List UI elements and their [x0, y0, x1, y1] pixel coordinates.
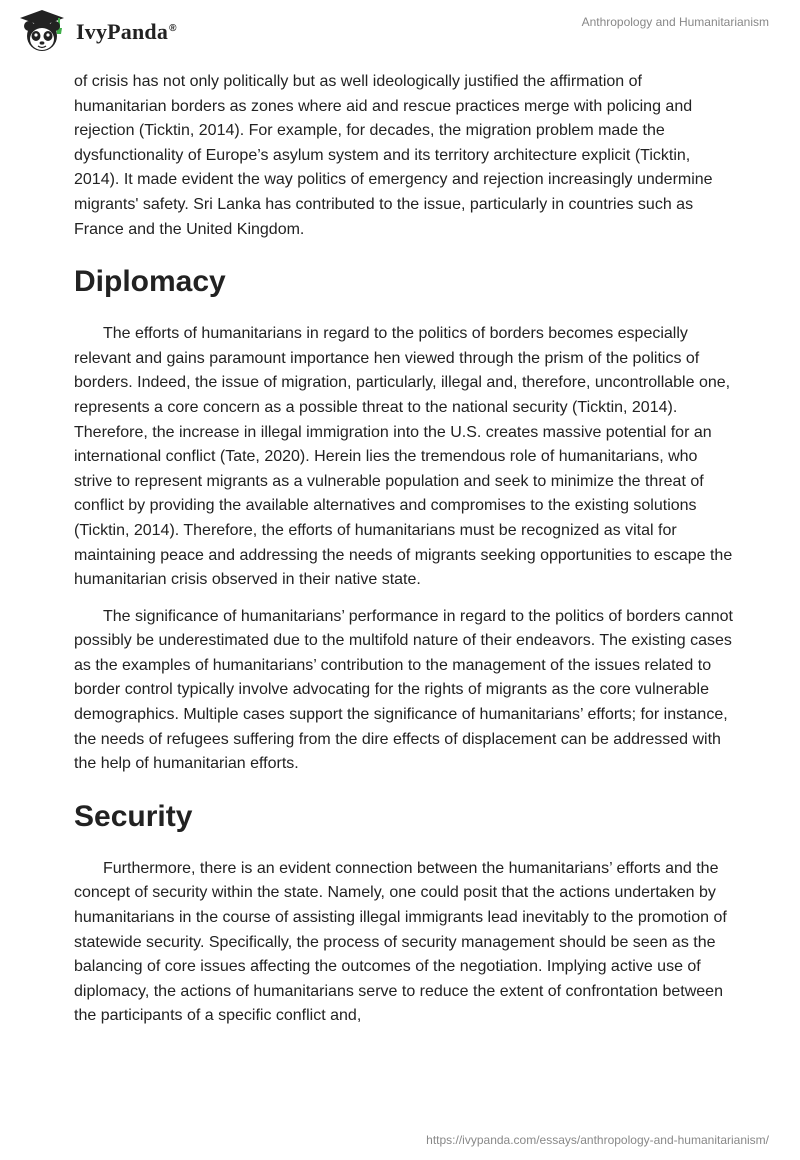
- essay-body: [74, 70, 734, 1029]
- panda-graduate-icon: [14, 8, 70, 56]
- paragraph-diplomacy-2: The significance of humanitarians’ performance in regard to the politics of borders cannot possibly be underestimated due to the multifold nature of their endeavors. The existing cases as the examples of humanitarians’ contribution to the management of the issues related to border control typically involve advocating for the rights of migrants as the core vulnerable demographics. Multiple cases support the significance of humanitarians’ efforts; for instance, the needs of refugees suffering from the dire effects of displacement can be addressed with the help of humanitarian efforts.: [74, 607, 733, 773]
- brand-name: IvyPanda®: [76, 19, 177, 44]
- document-title: Anthropology and Humanitarianism: [581, 15, 769, 29]
- section-heading-diplomacy: Diplomacy: [74, 265, 226, 299]
- section-heading-security: Security: [74, 799, 193, 833]
- brand-logo[interactable]: [14, 8, 177, 56]
- source-url[interactable]: https://ivypanda.com/essays/anthropology-and-humanitarianism/: [426, 1133, 769, 1147]
- paragraph-security-1: Furthermore, there is an evident connection between the humanitarians’ efforts and the concept of security within the state. Namely, one could posit that the actions undertaken by humanitarians in the course of assisting illegal immigrants lead inevitably to the promotion of statewide security. Specifically, the process of security management should be seen as the balancing of core issues affecting the outcomes of the negotiation. Implying active use of diplomacy, the actions of humanitarians serve to reduce the extent of confrontation between the participants of a specific conflict and,: [74, 859, 727, 1025]
- page-header: [0, 0, 800, 68]
- registered-mark: ®: [169, 22, 177, 34]
- paragraph-continuation: of crisis has not only politically but as well ideologically justified the affirmation of humanitarian borders as zones where aid and rescue practices merge with policing and rejection (Ticktin, 2014). For example, for decades, the migration problem made the dysfunctionality of Europe’s asylum system and its territory architecture explicit (Ticktin, 2014). It made evident the way politics of emergency and rejection increasingly undermine migrants' safety. Sri Lanka has contributed to the issue, particularly in countries such as France and the United Kingdom.: [74, 73, 713, 238]
- paragraph-diplomacy-1: The efforts of humanitarians in regard to the politics of borders becomes especially relevant and gains paramount importance hen viewed through the prism of the politics of borders. Indeed, the issue of migration, particularly, illegal and, therefore, uncontrollable one, represents a core concern as a possible threat to the national security (Ticktin, 2014). Therefore, the increase in illegal immigration into the U.S. creates massive potential for an international conflict (Tate, 2020). Herein lies the tremendous role of humanitarians, who strive to represent migrants as a vulnerable population and seek to minimize the threat of conflict by providing the available alternatives and compromises to the existing solutions (Ticktin, 2014). Therefore, the efforts of humanitarians must be recognized as vital for maintaining peace and addressing the needs of migrants seeking opportunities to escape the humanitarian crisis observed in their native state.: [74, 325, 733, 589]
